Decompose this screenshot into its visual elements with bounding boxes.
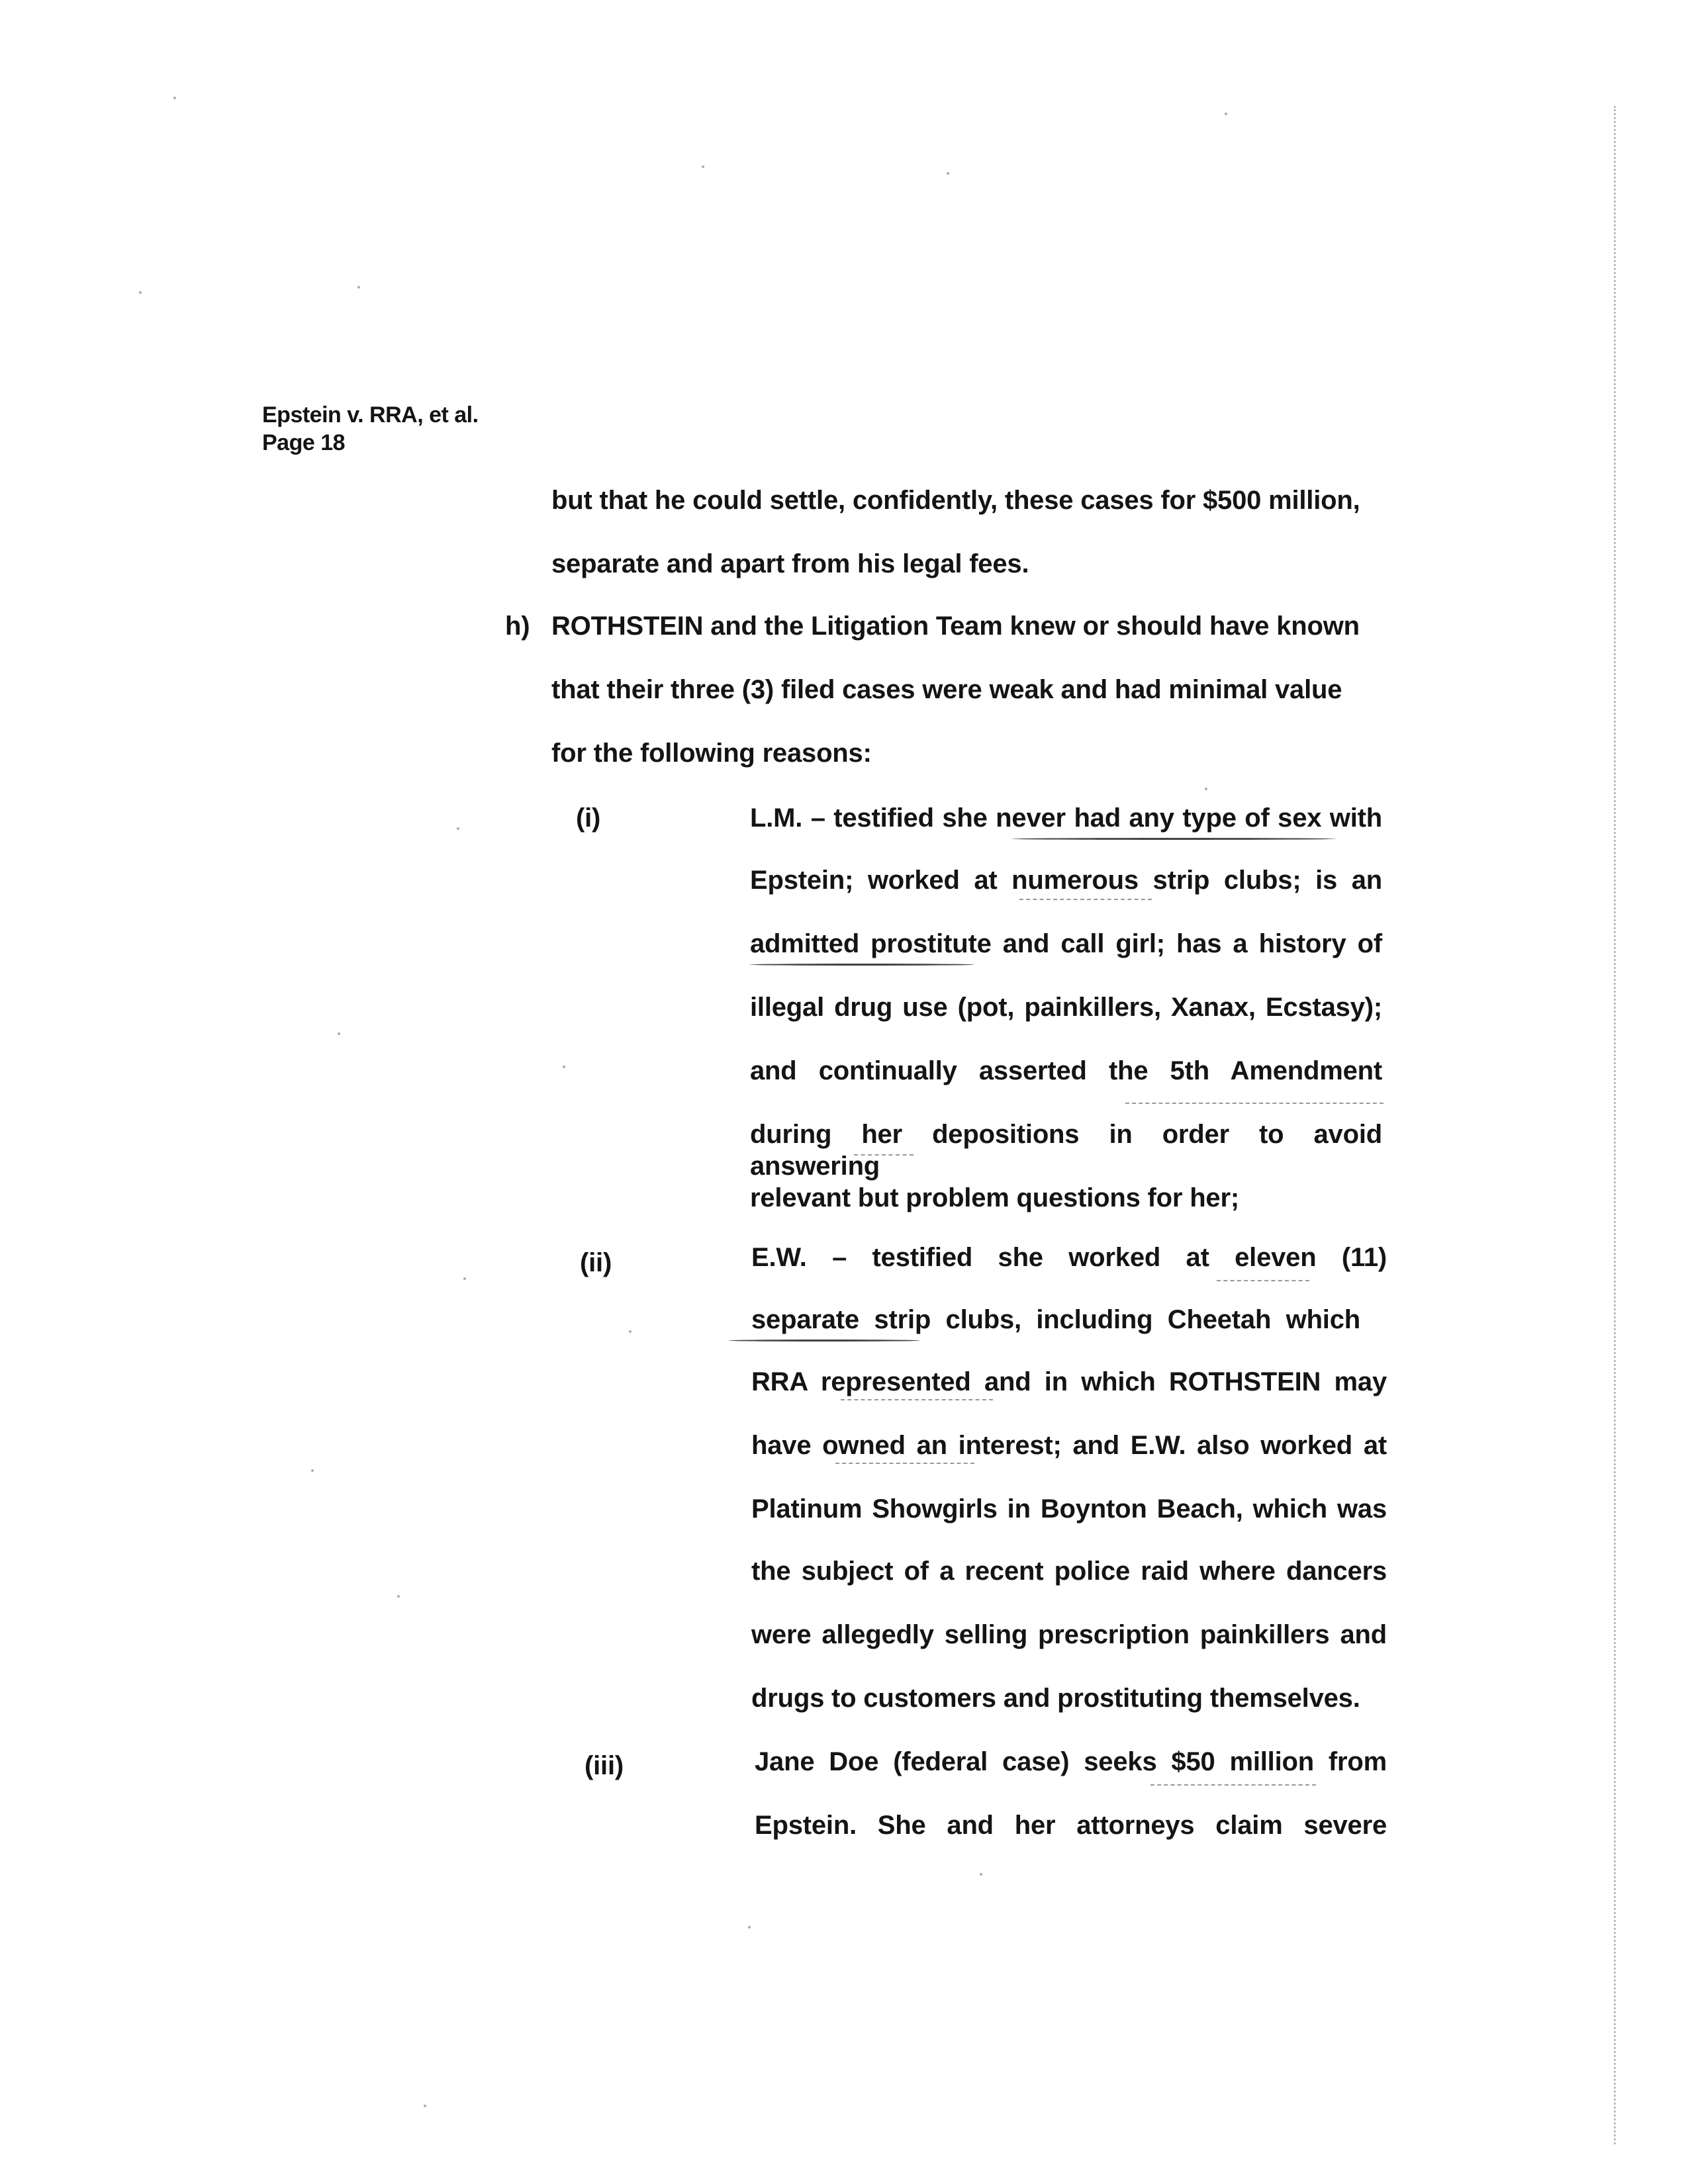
scan-speck	[629, 1330, 632, 1333]
item-line: separate strip clubs, including Cheetah which	[751, 1305, 1360, 1334]
item-line: illegal drug use (pot, painkillers, Xanax, Ecstasy);	[750, 993, 1382, 1022]
case-header	[262, 401, 479, 457]
item-line: RRA represented and in which ROTHSTEIN may	[751, 1367, 1387, 1396]
scan-speck	[1205, 788, 1207, 790]
item-numeral: (iii)	[585, 1751, 624, 1780]
scan-speck	[702, 165, 704, 168]
paragraph-marker: h)	[505, 612, 530, 641]
scan-speck	[311, 1469, 314, 1472]
handwritten-underline	[1150, 1784, 1316, 1786]
scan-speck	[748, 1926, 751, 1929]
scan-speck	[357, 286, 360, 289]
scan-speck	[338, 1032, 340, 1035]
item-line: during her depositions in order to avoid answering	[750, 1120, 1382, 1181]
item-line: have owned an interest; and E.W. also worked at	[751, 1431, 1387, 1460]
item-line: Jane Doe (federal case) seeks $50 million from	[755, 1747, 1387, 1776]
item-line: the subject of a recent police raid where dancers	[751, 1557, 1387, 1586]
item-line: L.M. – testified she never had any type of sex with	[750, 803, 1382, 833]
item-numeral: (i)	[576, 803, 601, 833]
body-line: ROTHSTEIN and the Litigation Team knew or should have known	[551, 612, 1360, 641]
scan-speck	[139, 291, 142, 294]
item-line: Platinum Showgirls in Boynton Beach, which was	[751, 1494, 1387, 1524]
item-line: drugs to customers and prostituting themselves.	[751, 1684, 1360, 1713]
handwritten-underline	[749, 964, 974, 966]
handwritten-underline	[728, 1340, 920, 1342]
handwritten-underline	[1125, 1103, 1383, 1104]
handwritten-underline	[1217, 1280, 1309, 1281]
item-numeral: (ii)	[580, 1248, 612, 1277]
body-line: separate and apart from his legal fees.	[551, 549, 1029, 578]
handwritten-underline	[841, 1399, 993, 1400]
handwritten-underline	[1011, 838, 1336, 840]
scan-speck	[463, 1277, 466, 1280]
handwritten-underline	[1019, 899, 1152, 900]
case-caption: Epstein v. RRA, et al.	[262, 402, 479, 428]
scan-speck	[397, 1595, 400, 1598]
body-line: but that he could settle, confidently, these cases for $500 million,	[551, 486, 1360, 515]
scan-speck	[947, 172, 949, 175]
item-line: and continually asserted the 5th Amendment	[750, 1056, 1382, 1085]
scan-speck	[424, 2105, 426, 2107]
item-line: Epstein; worked at numerous strip clubs; is an	[750, 866, 1382, 895]
body-line: that their three (3) filed cases were weak and had minimal value	[551, 675, 1342, 704]
body-line: for the following reasons:	[551, 739, 872, 768]
page-number: Page 18	[262, 430, 346, 455]
item-line: E.W. – testified she worked at eleven (11)	[751, 1243, 1387, 1272]
scan-speck	[457, 827, 459, 830]
handwritten-underline	[835, 1463, 974, 1464]
item-line: were allegedly selling prescription painkillers and	[751, 1620, 1387, 1649]
scan-speck	[173, 97, 176, 99]
item-line: Epstein. She and her attorneys claim severe	[755, 1811, 1387, 1840]
scan-speck	[563, 1066, 565, 1068]
scan-edge-artifact	[1614, 106, 1616, 2144]
scan-speck	[980, 1873, 982, 1876]
handwritten-underline	[854, 1154, 914, 1156]
item-line: admitted prostitute and call girl; has a history of	[750, 929, 1382, 958]
scan-speck	[1225, 113, 1227, 115]
item-line: relevant but problem questions for her;	[750, 1183, 1239, 1212]
